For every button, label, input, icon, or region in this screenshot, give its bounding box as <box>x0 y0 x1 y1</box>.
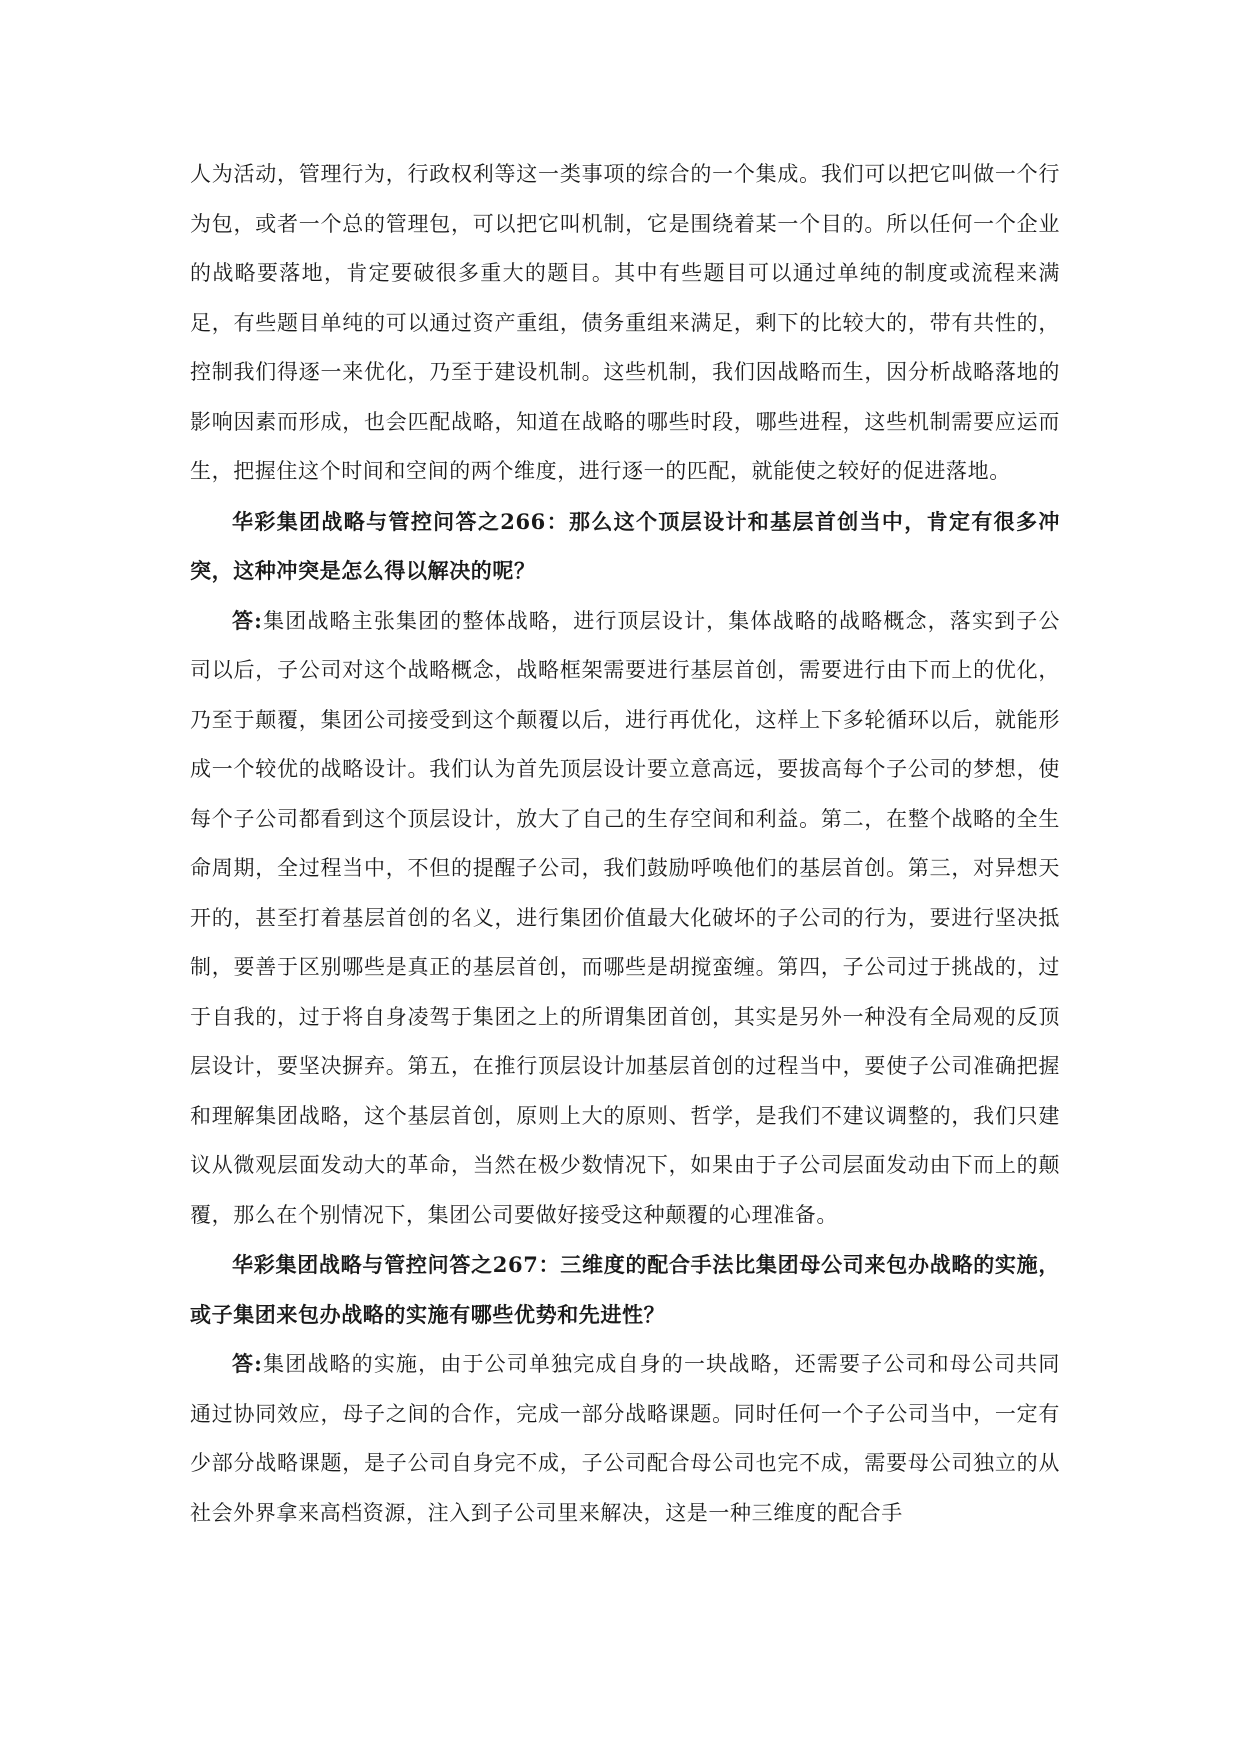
answer-text: 集团战略主张集团的整体战略，进行顶层设计，集体战略的战略概念，落实到子公司以后，子公司对这个战略概念，战略框架需要进行基层首创，需要进行由下而上的优化，乃至于颠覆，集团公司接受到这个颠覆以后，进行再优化，这样上下多轮循环以后，就能形成一个较优的战略设计。我们认为首先顶层设计要立意高远，要拔高每个子公司的梦想，使每个子公司都看到这个顶层设计，放大了自己的生存空间和利益。第二，在整个战略的全生命周期，全过程当中，不但的提醒子公司，我们鼓励呼唤他们的基层首创。第三，对异想天开的，甚至打着基层首创的名义，进行集团价值最大化破坏的子公司的行为，要进行坚决抵制，要善于区别哪些是真正的基层首创，而哪些是胡搅蛮缠。第四，子公司过于挑战的，过于自我的，过于将自身凌驾于集团之上的所谓集团首创，其实是另外一种没有全局观的反顶层设计，要坚决摒弃。第五，在推行顶层设计加基层首创的过程当中，要使子公司准确把握和理解集团战略，这个基层首创，原则上大的原则、哲学，是我们不建议调整的，我们只建议从微观层面发动大的革命，当然在极少数情况下，如果由于子公司层面发动由下而上的颠覆，那么在个别情况下，集团公司要做好接受这种颠覆的心理准备。 <box>190 608 1060 1227</box>
answer-text: 集团战略的实施，由于公司单独完成自身的一块战略，还需要子公司和母公司共同通过协同效应，母子之间的合作，完成一部分战略课题。同时任何一个子公司当中，一定有少部分战略课题，是子公司自身完不成，子公司配合母公司也完不成，需要母公司独立的从社会外界拿来高档资源，注入到子公司里来解决，这是一种三维度的配合手 <box>190 1352 1060 1525</box>
question-267: 华彩集团战略与管控问答之267：三维度的配合手法比集团母公司来包办战略的实施，或子集团来包办战略的实施有哪些优势和先进性？ <box>190 1252 1060 1327</box>
answer-label: 答: <box>232 1351 263 1376</box>
answer-267 <box>190 1339 1060 1538</box>
answer-label: 答: <box>232 607 263 633</box>
document-page <box>190 150 1060 1538</box>
answer-266 <box>190 596 1060 1241</box>
question-266: 华彩集团战略与管控问答之266：那么这个顶层设计和基层首创当中，肯定有很多冲突，这种冲突是怎么得以解决的呢？ <box>190 508 1060 583</box>
body-paragraph-1: 人为活动，管理行为，行政权利等这一类事项的综合的一个集成。我们可以把它叫做一个行为包，或者一个总的管理包，可以把它叫机制，它是围绕着某一个目的。所以任何一个企业的战略要落地，肯定要破很多重大的题目。其中有些题目可以通过单纯的制度或流程来满足，有些题目单纯的可以通过资产重组，债务重组来满足，剩下的比较大的，带有共性的，控制我们得逐一来优化，乃至于建设机制。这些机制，我们因战略而生，因分析战略落地的影响因素而形成，也会匹配战略，知道在战略的哪些时段，哪些进程，这些机制需要应运而生，把握住这个时间和空间的两个维度，进行逐一的匹配，就能使之较好的促进落地。 <box>190 162 1060 483</box>
